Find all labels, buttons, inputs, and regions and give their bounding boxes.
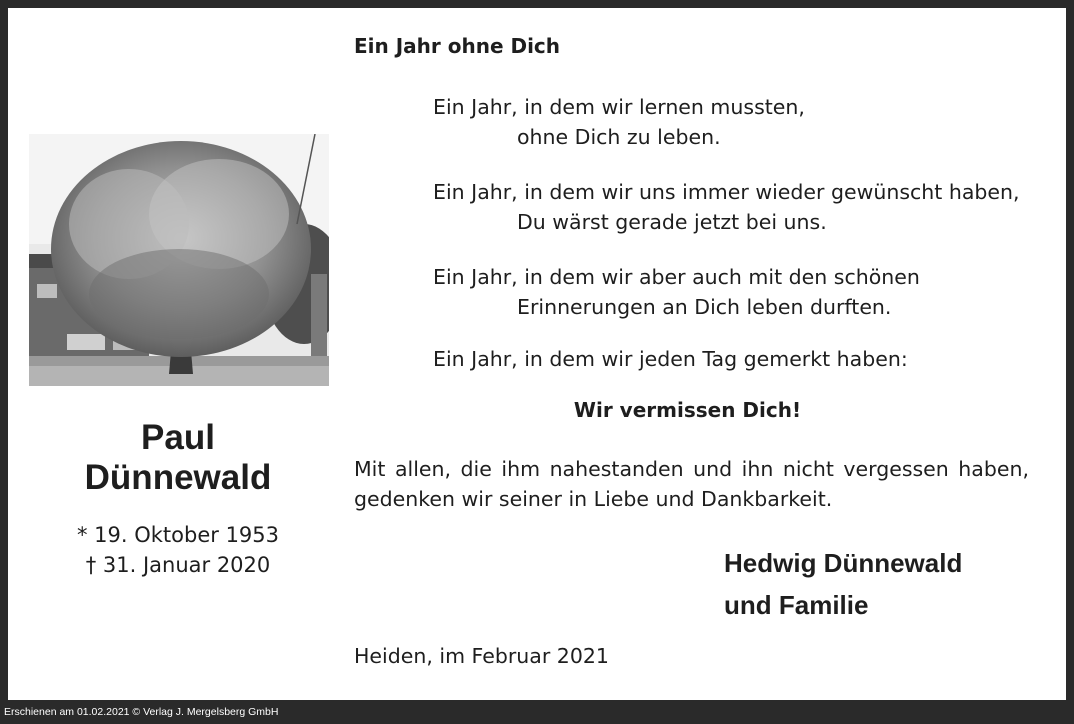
- life-dates: [28, 520, 328, 580]
- birth-date: * 19. Oktober 1953: [76, 523, 280, 547]
- publication-footer: Erschienen am 01.02.2021 © Verlag J. Mergelsberg GmbH: [4, 706, 279, 718]
- obituary-card: [8, 8, 1066, 700]
- closing-line: gedenken wir seiner in Liebe und Dankbarkeit.: [354, 487, 833, 511]
- tree-photo: [29, 134, 329, 386]
- stanza-line: Du wärst gerade jetzt bei uns.: [517, 210, 827, 234]
- deceased-name: [28, 418, 328, 498]
- poem-stanza: [433, 262, 920, 322]
- miss-you-line: Wir vermissen Dich!: [573, 398, 802, 422]
- signers: [724, 542, 962, 626]
- stanza-line: Ein Jahr, in dem wir aber auch mit den schönen: [433, 265, 920, 289]
- signer-name: Hedwig Dünnewald: [724, 548, 963, 578]
- stanza-line: Ein Jahr, in dem wir uns immer wieder gewünscht haben,: [433, 180, 1020, 204]
- stanza-line: Erinnerungen an Dich leben durften.: [517, 295, 892, 319]
- poem-stanza: [433, 344, 908, 374]
- closing-line: Mit allen, die ihm nahestanden und ihn nicht vergessen haben,: [354, 457, 1029, 481]
- stanza-line: ohne Dich zu leben.: [517, 125, 721, 149]
- stanza-line: Ein Jahr, in dem wir lernen mussten,: [433, 95, 805, 119]
- poem-stanza: [433, 177, 1020, 237]
- place-date: Heiden, im Februar 2021: [354, 644, 609, 668]
- deceased-last-name: Dünnewald: [84, 458, 272, 497]
- death-date: † 31. Januar 2020: [85, 553, 271, 577]
- poem-stanza: [433, 92, 805, 152]
- stanza-line: Ein Jahr, in dem wir jeden Tag gemerkt haben:: [433, 347, 908, 371]
- closing-text: [354, 454, 1029, 514]
- signer-family: und Familie: [724, 590, 869, 620]
- deceased-first-name: Paul: [141, 418, 215, 457]
- poem-heading: Ein Jahr ohne Dich: [354, 34, 561, 58]
